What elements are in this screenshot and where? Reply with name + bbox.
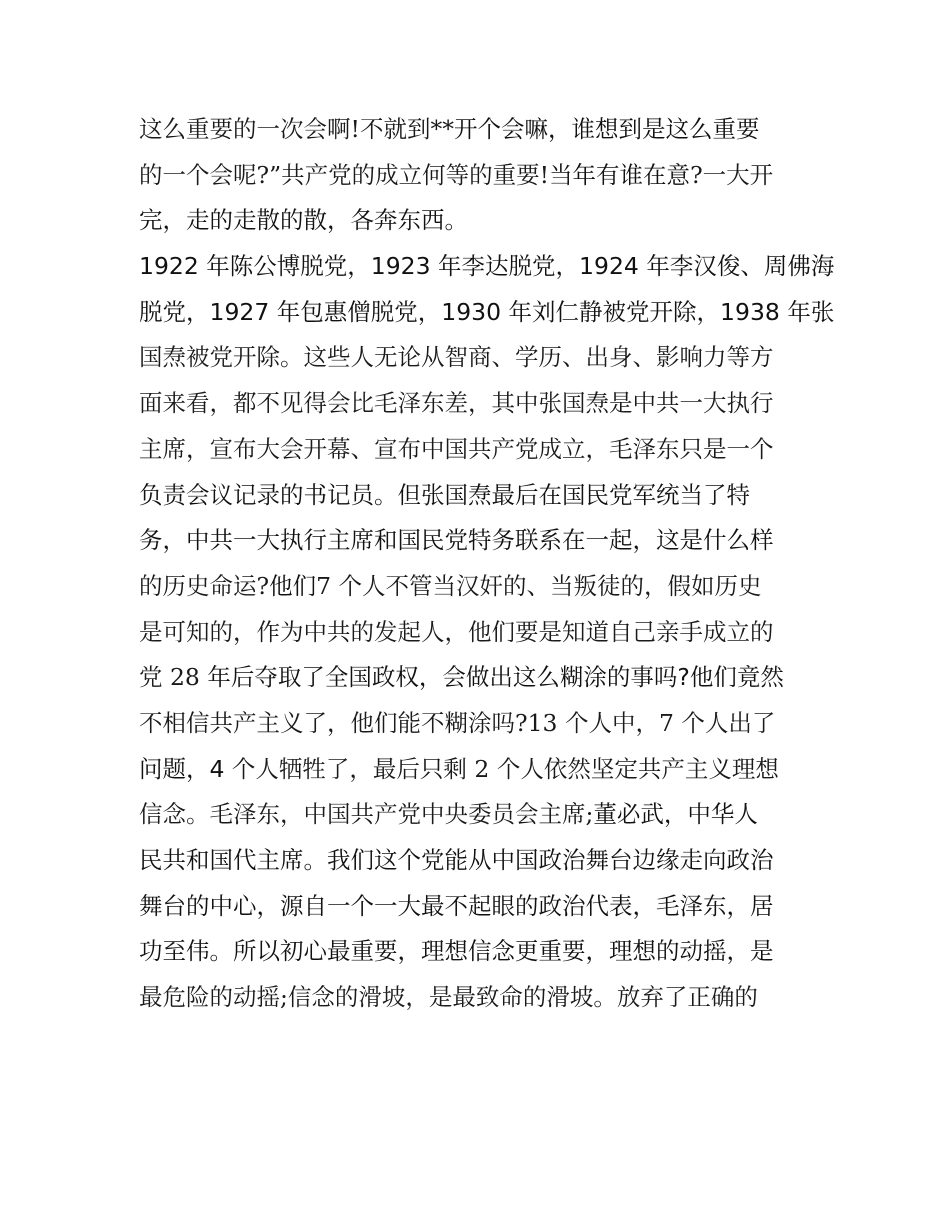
text-segment: 的历史命运? <box>139 571 270 600</box>
text-segment: 他们 <box>269 571 317 600</box>
text-segment: 是可知的，作为中共的发起人，他们要是知道自己亲手成立的 <box>139 617 774 646</box>
text-segment: 党 28 <box>139 663 208 692</box>
text-segment: 不相信共产主义了，他们能不糊涂吗?13 个人中，7 个人出了 <box>139 708 776 737</box>
text-line <box>139 975 819 1021</box>
text-segment: 面来看，都不见得会比毛泽东差，其中张国焘是中共一大执行 <box>139 389 774 418</box>
text-segment: 的一个会呢?”共产党的成立何等的重要! <box>139 160 550 189</box>
text-line <box>139 427 819 473</box>
text-segment: 负责会议记录的书记员。但张国焘最后在国民党军统当了特 <box>139 480 750 509</box>
text-line <box>139 701 819 747</box>
text-segment: 舞台的中心，源自一个一大最不起眼的政治代表，毛泽东，居 <box>139 891 774 920</box>
text-segment: 当年有谁在意 <box>549 160 691 189</box>
text-line <box>139 610 819 656</box>
text-line <box>139 198 819 244</box>
text-line <box>139 929 819 975</box>
text-segment: 7 个人不管当汉奸的、当叛徒的，假如历史 <box>316 571 762 600</box>
text-segment: 个人牺牲了，最后只剩 2 个人依然坚定共产主义理想 <box>231 754 779 783</box>
text-segment: 最危险的动摇;信念的滑坡，是最致命的滑坡。放弃了正确的 <box>139 983 758 1012</box>
text-line <box>139 381 819 427</box>
text-line <box>139 107 819 153</box>
text-segment: 国焘被党开除。这些人无论从智商、学历、出身、影响力等方 <box>139 343 774 372</box>
text-line <box>139 335 819 381</box>
text-segment: 完，走的走散的散，各奔东西。 <box>139 206 468 235</box>
text-line <box>139 884 819 930</box>
text-segment: 开个会嘛，谁想到是这么重要 <box>453 115 760 143</box>
text-line <box>139 473 819 519</box>
text-segment: 功至伟。所以初心最重要，理想信念更重要，理想的动摇，是 <box>139 937 774 966</box>
text-segment: 信念。毛泽东，中国共产党中央委员会主席; <box>139 800 594 829</box>
text-segment: ?一大开 <box>690 160 774 189</box>
text-segment: 脱党，1927 年包惠僧脱党，1930 年刘仁静被党开除，1938 年张 <box>139 297 835 326</box>
text-line <box>139 747 819 793</box>
text-segment: 民共和国代主席。我们这个党能从中国政治舞台边缘走向政治 <box>139 846 774 874</box>
text-line <box>139 655 819 701</box>
text-segment: 问题，4 <box>139 754 232 783</box>
text-segment: 这么重要的一次会啊!不就到** <box>139 115 454 143</box>
body-text <box>139 107 835 1021</box>
text-line <box>139 564 819 610</box>
text-segment: 1922 年陈公博脱党，1923 年李达脱党，1924 年李汉俊、周佛海 <box>139 252 835 281</box>
text-segment: 年后夺取了全国政权，会做出这么糊涂的事吗?他们竟然 <box>207 663 784 692</box>
text-line <box>139 792 819 838</box>
text-line <box>139 153 819 199</box>
text-line <box>139 518 819 564</box>
text-segment: 务，中共一大执行主席和国民党特务联系在一起，这是什么样 <box>139 526 774 555</box>
text-segment: 董必武，中华人 <box>593 800 758 829</box>
text-segment: 主席，宣布大会开幕、宣布中国共产党成立，毛泽东只是一个 <box>139 434 774 463</box>
text-line <box>139 244 835 290</box>
text-line <box>139 290 835 336</box>
text-line <box>139 838 819 884</box>
